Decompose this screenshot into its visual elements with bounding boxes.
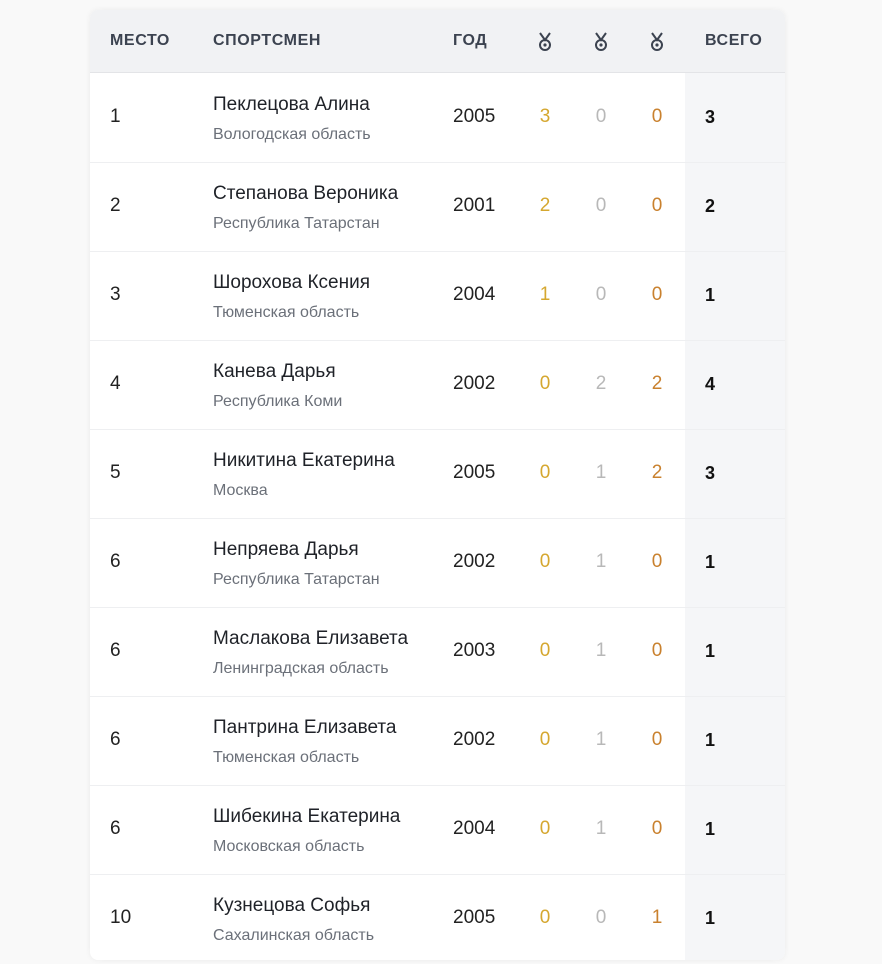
- gold-count: 0: [539, 907, 551, 928]
- year-cell: 2004: [453, 284, 496, 305]
- athlete-region: Москва: [213, 482, 268, 499]
- table-row[interactable]: [90, 429, 785, 519]
- total-count: 1: [705, 730, 716, 750]
- athlete-region: Тюменская область: [213, 749, 360, 766]
- year-cell: 2003: [453, 640, 496, 661]
- header-total[interactable]: ВСЕГО: [705, 32, 763, 49]
- gold-count: 0: [539, 373, 551, 394]
- gold-count: 3: [539, 106, 551, 127]
- athlete-region: Республика Коми: [213, 393, 343, 410]
- silver-count: 0: [595, 284, 607, 305]
- header-year[interactable]: ГОД: [453, 32, 488, 49]
- silver-count: 0: [595, 106, 607, 127]
- bronze-medal-icon[interactable]: [649, 32, 665, 52]
- gold-count: 0: [539, 551, 551, 572]
- header-place[interactable]: МЕСТО: [110, 32, 170, 49]
- medal-table: [90, 10, 785, 960]
- athlete-region: Московская область: [213, 838, 365, 855]
- athlete-region: Тюменская область: [213, 304, 360, 321]
- bronze-count: 0: [651, 106, 663, 127]
- athlete-name[interactable]: Канева Дарья: [213, 361, 336, 382]
- silver-count: 1: [595, 818, 607, 839]
- gold-count: 0: [539, 462, 551, 483]
- gold-count: 1: [539, 284, 551, 305]
- athlete-name[interactable]: Маслакова Елизавета: [213, 628, 409, 649]
- year-cell: 2005: [453, 462, 496, 483]
- athlete-name[interactable]: Степанова Вероника: [213, 183, 399, 204]
- silver-count: 2: [595, 373, 607, 394]
- year-cell: 2005: [453, 106, 496, 127]
- silver-count: 0: [595, 195, 607, 216]
- bronze-count: 2: [651, 373, 663, 394]
- gold-count: 0: [539, 818, 551, 839]
- silver-count: 1: [595, 729, 607, 750]
- athlete-region: Сахалинская область: [213, 927, 375, 944]
- place-cell: 6: [110, 640, 121, 661]
- athlete-name[interactable]: Кузнецова Софья: [213, 895, 371, 916]
- year-cell: 2002: [453, 729, 496, 750]
- gold-count: 0: [539, 640, 551, 661]
- total-count: 1: [705, 641, 716, 661]
- bronze-count: 0: [651, 729, 663, 750]
- athlete-region: Республика Татарстан: [213, 571, 380, 588]
- total-count: 1: [705, 552, 716, 572]
- silver-count: 1: [595, 462, 607, 483]
- year-cell: 2004: [453, 818, 496, 839]
- silver-count: 0: [595, 907, 607, 928]
- bronze-count: 0: [651, 284, 663, 305]
- athlete-name[interactable]: Шибекина Екатерина: [213, 806, 401, 827]
- gold-count: 2: [539, 195, 551, 216]
- year-cell: 2005: [453, 907, 496, 928]
- bronze-count: 1: [651, 907, 663, 928]
- table-row[interactable]: [90, 518, 785, 608]
- place-cell: 6: [110, 551, 121, 572]
- place-cell: 6: [110, 818, 121, 839]
- header-athlete[interactable]: СПОРТСМЕН: [213, 32, 322, 49]
- bronze-count: 0: [651, 195, 663, 216]
- table-row[interactable]: [90, 340, 785, 430]
- athlete-name[interactable]: Пеклецова Алина: [213, 94, 370, 115]
- total-count: 4: [705, 374, 716, 394]
- table-row[interactable]: [90, 251, 785, 341]
- place-cell: 1: [110, 106, 121, 127]
- athlete-name[interactable]: Никитина Екатерина: [213, 450, 395, 471]
- silver-count: 1: [595, 640, 607, 661]
- athlete-region: Республика Татарстан: [213, 215, 380, 232]
- place-cell: 4: [110, 373, 121, 394]
- athlete-region: Ленинградская область: [213, 660, 389, 677]
- total-count: 1: [705, 285, 716, 305]
- bronze-count: 0: [651, 551, 663, 572]
- athlete-name[interactable]: Пантрина Елизавета: [213, 717, 397, 738]
- silver-count: 1: [595, 551, 607, 572]
- table-row[interactable]: [90, 874, 785, 960]
- athlete-region: Вологодская область: [213, 126, 371, 143]
- table-row[interactable]: [90, 162, 785, 252]
- athlete-name[interactable]: Шорохова Ксения: [213, 272, 371, 293]
- place-cell: 6: [110, 729, 121, 750]
- table-row[interactable]: [90, 785, 785, 875]
- total-count: 3: [705, 463, 716, 483]
- total-count: 3: [705, 107, 716, 127]
- silver-medal-icon[interactable]: [593, 32, 609, 52]
- year-cell: 2002: [453, 551, 496, 572]
- place-cell: 2: [110, 195, 121, 216]
- bronze-count: 0: [651, 818, 663, 839]
- place-cell: 10: [110, 907, 132, 928]
- gold-count: 0: [539, 729, 551, 750]
- total-count: 2: [705, 196, 716, 216]
- place-cell: 5: [110, 462, 121, 483]
- bronze-count: 0: [651, 640, 663, 661]
- athlete-name[interactable]: Непряева Дарья: [213, 539, 359, 560]
- place-cell: 3: [110, 284, 121, 305]
- total-count: 1: [705, 908, 716, 928]
- year-cell: 2002: [453, 373, 496, 394]
- year-cell: 2001: [453, 195, 496, 216]
- table-header: [90, 10, 785, 73]
- table-row[interactable]: [90, 73, 785, 163]
- table-row[interactable]: [90, 696, 785, 786]
- total-count: 1: [705, 819, 716, 839]
- table-row[interactable]: [90, 607, 785, 697]
- gold-medal-icon[interactable]: [537, 32, 553, 52]
- bronze-count: 2: [651, 462, 663, 483]
